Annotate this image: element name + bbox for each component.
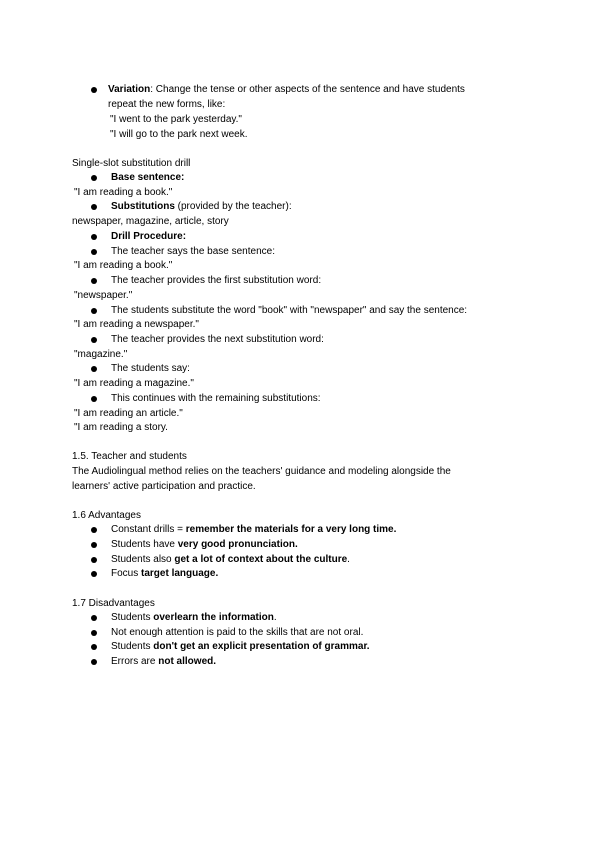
procedure-step: This continues with the remaining substitutions: bbox=[111, 393, 321, 404]
disadvantage-text: Students bbox=[111, 641, 154, 652]
bullet-icon bbox=[91, 571, 97, 577]
base-sentence-label: Base sentence: bbox=[111, 172, 185, 183]
bullet-icon bbox=[91, 659, 97, 665]
procedure-example: "newspaper." bbox=[74, 290, 133, 301]
disadvantage-text: Students bbox=[111, 612, 154, 623]
variation-line-1 bbox=[108, 83, 465, 98]
disadvantage-item bbox=[111, 640, 370, 655]
substitutions-note: (provided by the teacher): bbox=[174, 201, 292, 212]
bullet-icon bbox=[91, 396, 97, 402]
bullet-icon bbox=[91, 204, 97, 210]
substitutions-label: Substitutions bbox=[111, 201, 175, 212]
procedure-example: "I am reading a book." bbox=[74, 260, 173, 271]
bullet-icon bbox=[91, 234, 97, 240]
substitutions-list: newspaper, magazine, article, story bbox=[72, 216, 229, 227]
procedure-step: The students substitute the word "book" with "newspaper" and say the sentence: bbox=[111, 305, 468, 316]
disadvantage-item bbox=[111, 611, 277, 626]
variation-label: Variation bbox=[108, 84, 151, 95]
disadvantage-text: Not enough attention is paid to the skills that are not oral. bbox=[111, 627, 364, 638]
procedure-step: The teacher says the base sentence: bbox=[111, 246, 275, 257]
variation-example-2: "I will go to the park next week. bbox=[110, 129, 248, 140]
procedure-example: "I am reading a story. bbox=[74, 422, 168, 433]
bullet-icon bbox=[91, 175, 97, 181]
disadvantage-text: Errors are bbox=[111, 656, 159, 667]
procedure-step: The teacher provides the first substitution word: bbox=[111, 275, 322, 286]
bullet-icon bbox=[91, 615, 97, 621]
procedure-example: "magazine." bbox=[74, 349, 128, 360]
procedure-example: "I am reading a magazine." bbox=[74, 378, 194, 389]
bullet-icon bbox=[91, 542, 97, 548]
disadvantage-item bbox=[111, 626, 363, 641]
base-sentence: "I am reading a book." bbox=[74, 187, 173, 198]
teacher-heading: 1.5. Teacher and students bbox=[72, 451, 187, 462]
advantage-emphasis: very good pronunciation. bbox=[177, 539, 298, 550]
disadvantage-text-end: . bbox=[273, 612, 277, 623]
procedure-example: "I am reading a newspaper." bbox=[74, 319, 199, 330]
procedure-step: The teacher provides the next substitution word: bbox=[111, 334, 324, 345]
bullet-icon bbox=[91, 308, 97, 314]
procedure-step: The students say: bbox=[111, 363, 190, 374]
advantage-item bbox=[111, 523, 396, 538]
advantages-heading: 1.6 Advantages bbox=[72, 510, 141, 521]
advantage-text: Students also bbox=[111, 554, 175, 565]
teacher-paragraph-line-2: learners' active participation and practice. bbox=[72, 481, 256, 492]
bullet-icon bbox=[91, 527, 97, 533]
bullet-icon bbox=[91, 644, 97, 650]
advantage-text: Focus bbox=[111, 568, 142, 579]
advantage-emphasis: remember the materials for a very long time. bbox=[185, 524, 397, 535]
substitutions-line bbox=[111, 200, 292, 215]
variation-text: : Change the tense or other aspects of the sentence and have students bbox=[150, 84, 465, 95]
drill-procedure-label: Drill Procedure: bbox=[111, 231, 187, 242]
variation-example-1: "I went to the park yesterday." bbox=[110, 114, 242, 125]
disadvantage-item bbox=[111, 655, 216, 670]
advantage-item bbox=[111, 553, 350, 568]
advantage-text: Constant drills = bbox=[111, 524, 186, 535]
advantage-emphasis: get a lot of context about the culture bbox=[174, 554, 348, 565]
teacher-paragraph-line-1: The Audiolingual method relies on the teachers' guidance and modeling alongside the bbox=[72, 466, 451, 477]
procedure-example: "I am reading an article." bbox=[74, 408, 183, 419]
disadvantages-heading: 1.7 Disadvantages bbox=[72, 598, 155, 609]
variation-line-2: repeat the new forms, like: bbox=[108, 99, 226, 110]
advantage-text-end: . bbox=[347, 554, 350, 565]
single-slot-heading: Single-slot substitution drill bbox=[72, 158, 191, 169]
bullet-icon bbox=[91, 87, 97, 93]
bullet-icon bbox=[91, 278, 97, 284]
bullet-icon bbox=[91, 366, 97, 372]
bullet-icon bbox=[91, 337, 97, 343]
bullet-icon bbox=[91, 249, 97, 255]
bullet-icon bbox=[91, 630, 97, 636]
disadvantage-emphasis: overlearn the information bbox=[153, 612, 274, 623]
advantage-item bbox=[111, 538, 298, 553]
advantage-text: Students have bbox=[111, 539, 178, 550]
disadvantage-emphasis: don't get an explicit presentation of grammar. bbox=[153, 641, 370, 652]
advantage-emphasis: target language. bbox=[141, 568, 219, 579]
bullet-icon bbox=[91, 557, 97, 563]
advantage-item bbox=[111, 567, 218, 582]
disadvantage-emphasis: not allowed. bbox=[158, 656, 217, 667]
